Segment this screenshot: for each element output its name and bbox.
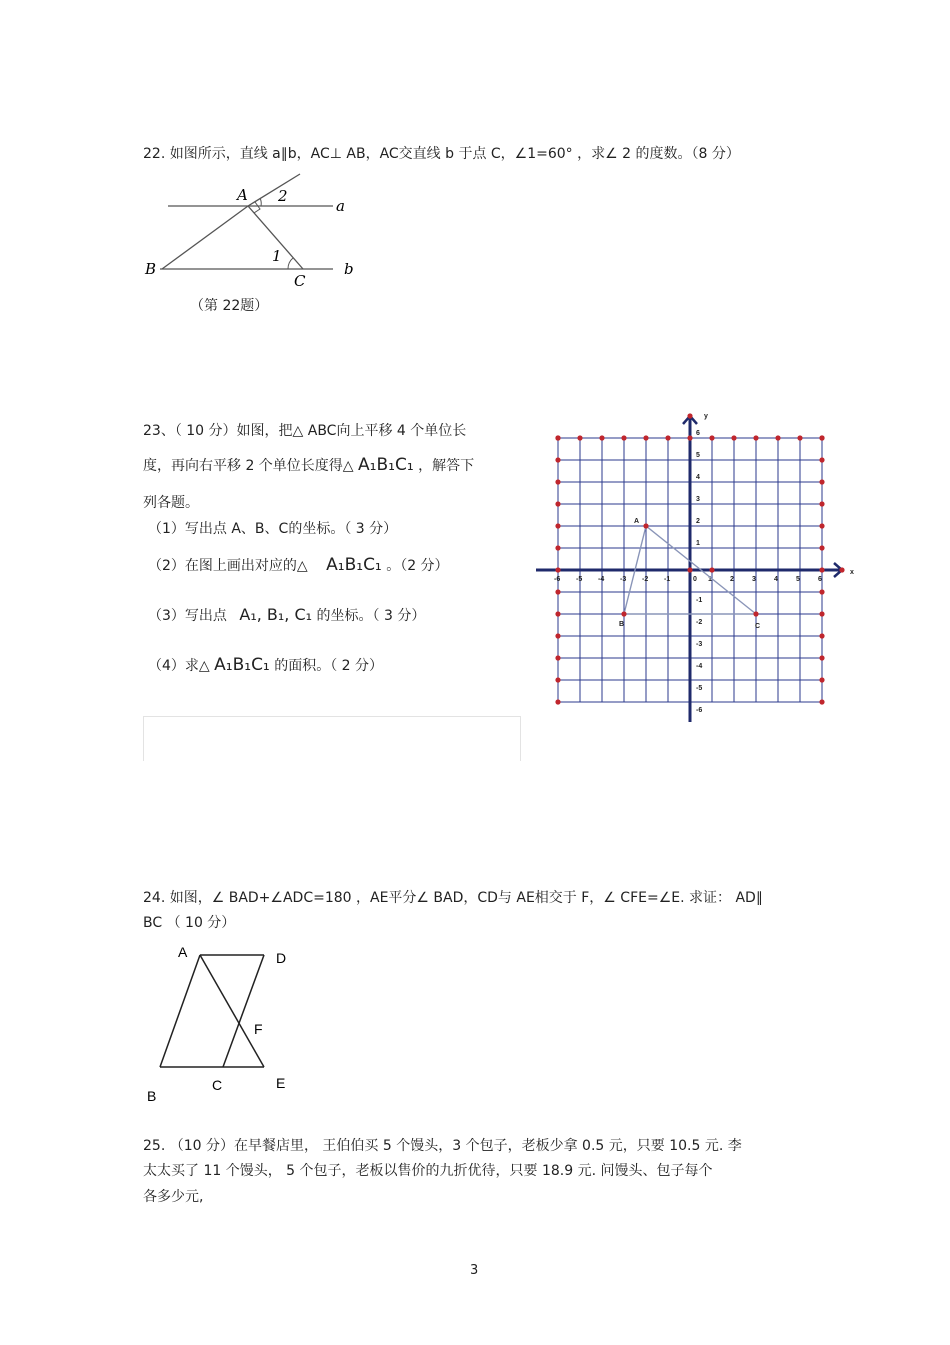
grid-dot [819, 457, 824, 462]
grid-dot [555, 655, 560, 660]
q23-line2-post: ，解答下 [418, 458, 475, 474]
grid-dot [687, 435, 692, 440]
q24-line1: 24. 如图，∠ BAD+∠ADC=180 ，AE平分∠ BAD，CD与 AE相交于 F，∠ CFE=∠E. 求证： AD∥ [143, 890, 763, 906]
y-tick-label: 4 [696, 474, 700, 481]
y-tick-label: 3 [696, 496, 700, 503]
q23-line2 [143, 456, 474, 475]
y-tick-label: -3 [696, 641, 703, 648]
y-tick-label: 2 [696, 518, 700, 525]
x-tick-label: 5 [796, 576, 800, 583]
point-B [621, 611, 626, 616]
q22-label-A: A [237, 186, 248, 204]
grid-dot [709, 567, 714, 572]
q24-label-B: B [147, 1088, 157, 1104]
grid-dot [731, 435, 736, 440]
grid-dot [665, 435, 670, 440]
q24-label-E: E [276, 1075, 286, 1091]
q24-label-D: D [276, 950, 287, 966]
grid-dot [555, 567, 560, 572]
point-label-A: A [634, 518, 640, 525]
q23-line1: 23、（ 10 分）如图，把△ ABC向上平移 4 个单位长 [143, 423, 467, 439]
q22-label-b: b [344, 260, 354, 278]
x-tick-label: -4 [598, 576, 605, 583]
grid-dot [819, 633, 824, 638]
grid-dot [819, 523, 824, 528]
q24-figure [140, 940, 300, 1110]
grid-dot [797, 435, 802, 440]
q25-line1: 25. （10 分）在早餐店里， 王伯伯买 5 个馒头，3 个包子，老板少拿 0.5 元，只要 10.5 元. 李 [143, 1138, 742, 1154]
y-tick-label: -6 [696, 707, 703, 714]
answer-box [143, 716, 521, 761]
q23-sub1: （1）写出点 A、B、C的坐标。（ 3 分） [148, 521, 398, 537]
x-tick-label: 6 [818, 576, 822, 583]
grid-dot [555, 457, 560, 462]
x-tick-label: 4 [774, 576, 778, 583]
grid-dot [555, 523, 560, 528]
q22-figure [140, 170, 370, 290]
coordinate-grid-figure [530, 405, 860, 735]
q22-text: 22. 如图所示，直线 a∥b，AC⊥ AB，AC交直线 b 于点 C，∠1=60° ，求∠ 2 的度数。（8 分） [143, 146, 740, 162]
q23-sub2 [148, 556, 449, 575]
point-C [753, 611, 758, 616]
grid-dot [555, 589, 560, 594]
grid-dot [819, 589, 824, 594]
q23-sub3-post: 的坐标。（ 3 分） [316, 608, 426, 624]
q23-line3: 列各题。 [143, 495, 199, 511]
q24-label-F: F [254, 1021, 263, 1037]
q23-sub4 [148, 656, 383, 675]
grid-dot [819, 677, 824, 682]
grid-dot [621, 435, 626, 440]
q23-sub3-pre: （3）写出点 [148, 608, 227, 624]
grid-dot [687, 567, 692, 572]
grid-dot [555, 479, 560, 484]
page-number: 3 [470, 1263, 479, 1278]
grid-dot [775, 435, 780, 440]
grid-dot [819, 611, 824, 616]
x-tick-label: 0 [693, 576, 697, 583]
y-tick-label: -5 [696, 685, 703, 692]
grid-dot [577, 435, 582, 440]
q24-label-C: C [212, 1077, 223, 1093]
q23-sub4-post: 的面积。（ 2 分） [274, 658, 384, 674]
q23-sub3-points: A₁, B₁, C₁ [239, 605, 313, 624]
grid-dot [819, 655, 824, 660]
grid-dot [819, 545, 824, 550]
grid-dot [555, 501, 560, 506]
y-tick-label: 5 [696, 452, 700, 459]
q23-sub2-triangle: A₁B₁C₁ [326, 555, 382, 575]
grid-dot [555, 699, 560, 704]
grid-dot [819, 567, 824, 572]
grid-dot [819, 435, 824, 440]
grid-dot [643, 435, 648, 440]
x-tick-label: 3 [752, 576, 756, 583]
grid-dot [687, 413, 692, 418]
y-axis-label: y [704, 413, 708, 420]
q22-label-B: B [145, 260, 157, 278]
q22-label-C: C [294, 272, 306, 290]
q24-line2: BC （ 10 分） [143, 915, 236, 931]
grid-dot [819, 501, 824, 506]
grid-dot [839, 567, 844, 572]
q23-sub4-pre: （4）求△ [148, 658, 210, 674]
q25-line2: 太太买了 11 个馒头， 5 个包子，老板以售价的九折优待，只要 18.9 元. 问馒头、包子每个 [143, 1163, 713, 1179]
y-tick-label: -4 [696, 663, 703, 670]
q23-line2-triangle: A₁B₁C₁ [358, 455, 414, 475]
q22-label-a: a [336, 197, 345, 215]
y-tick-label: 1 [696, 540, 700, 547]
x-tick-label: 2 [730, 576, 734, 583]
y-tick-label: -1 [696, 597, 703, 604]
x-tick-label: 1 [708, 576, 712, 583]
grid-dot [819, 699, 824, 704]
grid-dot [819, 479, 824, 484]
x-tick-label: -6 [554, 576, 561, 583]
x-tick-label: -5 [576, 576, 583, 583]
y-tick-label: 6 [696, 430, 700, 437]
q23-sub2-pre: （2）在图上画出对应的△ [148, 558, 308, 574]
q22-label-2: 2 [278, 187, 288, 205]
x-tick-label: -2 [642, 576, 649, 583]
q23-sub4-triangle: A₁B₁C₁ [214, 655, 270, 675]
x-axis-label: x [850, 569, 854, 576]
q23-line2-pre: 度，再向右平移 2 个单位长度得△ [143, 458, 354, 474]
x-tick-label: -3 [620, 576, 627, 583]
x-tick-label: -1 [664, 576, 671, 583]
point-label-B: B [619, 621, 625, 628]
q25-line3: 各多少元, [143, 1189, 204, 1205]
q22-label-1: 1 [272, 247, 282, 265]
grid-dot [555, 435, 560, 440]
grid-dot [555, 677, 560, 682]
q23-sub2-post: 。（2 分） [386, 558, 449, 574]
grid-dot [555, 611, 560, 616]
grid-dot [599, 435, 604, 440]
grid-dot [555, 545, 560, 550]
q22-caption: （第 22题） [190, 298, 269, 314]
grid-dot [753, 435, 758, 440]
grid-dot [709, 435, 714, 440]
q24-label-A: A [178, 944, 188, 960]
point-label-C: C [755, 623, 761, 630]
q23-sub3 [148, 606, 425, 625]
point-A [643, 523, 648, 528]
grid-dot [555, 633, 560, 638]
y-tick-label: -2 [696, 619, 703, 626]
